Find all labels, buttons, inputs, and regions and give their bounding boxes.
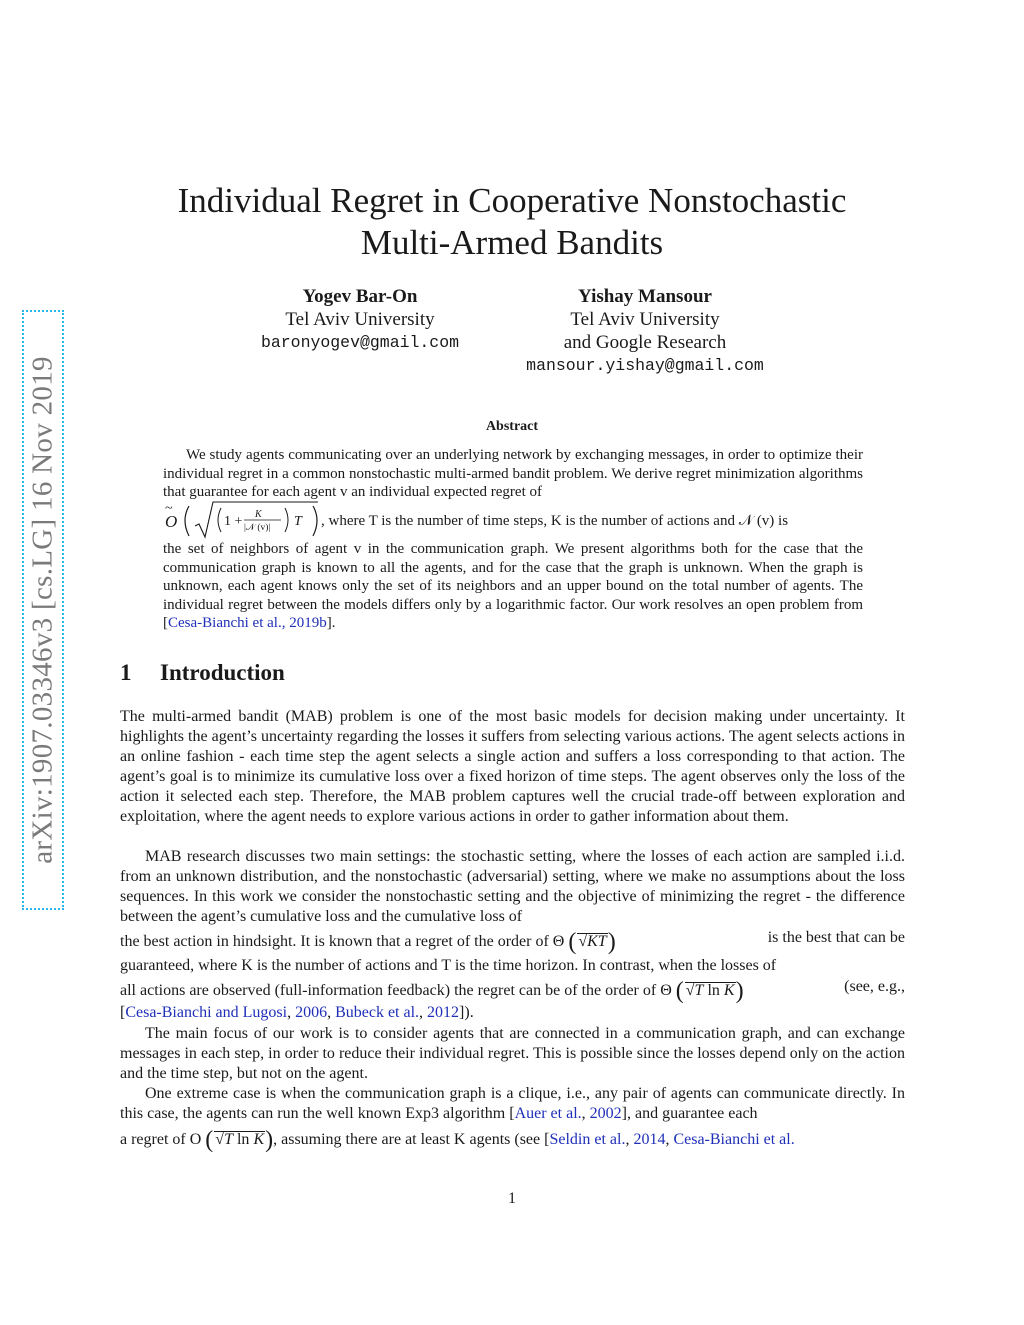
intro-paragraph-1: The multi-armed bandit (MAB) problem is one of the most basic models for decision making under uncertainty. It highlights the agent’s uncertainty regarding the losses it suffers from selecting various actions. The agent selects actions in an online fashion - each time step the agent selects a single action and suffers a loss corresponding to that action. The agent’s goal is to minimize its cumulative loss over a fixed horizon of time steps. The agent observes only the loss of the action it selected each step. Therefore, the MAB problem captures well the crucial trade-off between exploration and exploitation, where the agent needs to explore various actions in order to gather information about them. xyxy=(120,708,905,825)
author-email[interactable]: baronyogev@gmail.com xyxy=(260,333,460,352)
intro-paragraph-2: MAB research discusses two main settings: the stochastic setting, where the losses of each action are sampled i.i.d. from an unknown distribution, and the nonstochastic (adversarial) setting, where we make no assumptions about the loss sequences. In this work we consider the nonstochastic setting and the objective of minimizing the regret - the difference between the agent’s cumulative loss and the cumulative loss of xyxy=(120,848,905,925)
author-block-1 xyxy=(230,285,490,354)
intro-text: is the best that can be xyxy=(767,929,905,946)
intro-paragraph-4: One extreme case is when the communication graph is a clique, i.e., any pair of agents can communicate directly. In this case, the agents can run the well known Exp3 algorithm [Auer et al., 2002], and guarantee each xyxy=(120,1085,905,1122)
paren-close: ) xyxy=(735,978,744,1004)
intro-line-theta-kt xyxy=(120,929,905,956)
intro-line-regret-o: a regret of O ( √T ln K), assuming there are at least K agents (see [Seldin et al., 2014, Cesa-Bianchi et al. xyxy=(120,1127,795,1153)
section-title: Introduction xyxy=(160,660,285,685)
citation-link[interactable]: 2002 xyxy=(589,1104,622,1122)
paren-close: ) xyxy=(265,1127,274,1153)
svg-text:|𝒩 (v)|: |𝒩 (v)| xyxy=(244,523,271,533)
citation-link[interactable]: Seldin et al. xyxy=(549,1131,626,1148)
abstract-paragraph-2 xyxy=(163,540,863,633)
paren-open: ( xyxy=(568,929,577,955)
author-email[interactable]: mansour.yishay@gmail.com xyxy=(526,356,764,375)
paren-open: ( xyxy=(675,978,684,1004)
abstract-heading: Abstract xyxy=(485,419,539,434)
svg-text:T: T xyxy=(294,514,302,529)
author-affiliation: Tel Aviv University xyxy=(570,309,720,330)
title-line-1: Individual Regret in Cooperative Nonstochastic xyxy=(177,181,847,220)
svg-text:1 +: 1 + xyxy=(224,514,243,529)
abstract-text: the set of neighbors of agent v in the communication graph. We present algorithms both for the case that the communication graph is known to all the agents, and for the case that the graph is unknown. When the graph is unknown, each agent knows only the set of its neighbors and an upper bound on the total number of agents. The individual regret between the models differs only by a logarithmic factor. Our work resolves an open problem from [ xyxy=(163,541,863,632)
section-heading xyxy=(120,660,285,686)
author-affiliation-2: and Google Research xyxy=(563,332,727,353)
abstract-formula-line xyxy=(163,500,863,540)
abstract-formula-tail: , where T is the number of time steps, K is the number of actions and 𝒩 (v) is xyxy=(321,513,789,529)
citation-link[interactable]: Cesa-Bianchi et al. xyxy=(673,1131,795,1148)
intro-citations-line: [Cesa-Bianchi and Lugosi, 2006, Bubeck et al., 2012]). xyxy=(120,1004,474,1021)
paren-close: ) xyxy=(607,929,616,955)
author-block-2 xyxy=(500,285,790,377)
arxiv-stamp xyxy=(22,310,64,910)
sqrt-t-ln-k: √T ln K xyxy=(685,982,735,999)
intro-text: (see, e.g., xyxy=(844,978,905,995)
paren-open: ( xyxy=(205,1127,214,1153)
svg-text:K: K xyxy=(255,509,262,520)
abstract-citation-link[interactable]: Cesa-Bianchi et al., 2019b xyxy=(168,615,327,632)
intro-paragraph-3: The main focus of our work is to consider agents that are connected in a communication graph, and can exchange messages in each step, in order to reduce their individual regret. This is possible since the losses depend only on the action and the time step, but not on the agent. xyxy=(120,1025,905,1082)
section-number: 1 xyxy=(120,660,132,685)
sqrt-kt: √KT xyxy=(578,933,607,950)
page-number: 1 xyxy=(508,1190,516,1207)
author-name: Yishay Mansour xyxy=(578,286,712,307)
citation-link[interactable]: 2014 xyxy=(633,1131,666,1148)
intro-text: all actions are observed (full-information feedback) the regret can be of the order of Θ xyxy=(120,982,672,999)
citation-link[interactable]: 2012 xyxy=(427,1004,460,1021)
svg-text:~: ~ xyxy=(165,501,173,516)
regret-formula xyxy=(163,500,333,540)
citation-link[interactable]: Auer et al. xyxy=(514,1104,582,1122)
intro-text: the best action in hindsight. It is known that a regret of the order of Θ xyxy=(120,933,565,950)
intro-text: ], and guarantee each xyxy=(621,1104,758,1122)
arxiv-identifier: arXiv:1907.03346v3 [cs.LG] 16 Nov 2019 xyxy=(26,356,59,864)
citation-link[interactable]: Bubeck et al. xyxy=(335,1004,420,1021)
intro-text: a regret of O xyxy=(120,1131,202,1148)
title-line-2: Multi-Armed Bandits xyxy=(360,223,664,262)
intro-line-theta-tlnk xyxy=(120,978,905,1005)
intro-text: , assuming there are at least K agents (see [ xyxy=(273,1131,550,1148)
abstract-paragraph-1: We study agents communicating over an underlying network by exchanging messages, in order to optimize their individual regret in a common nonstochastic multi-armed bandit problem. We derive regret minimization algorithms that guarantee for each agent v an individual expected regret of xyxy=(163,447,863,501)
abstract-end: ]. xyxy=(326,615,336,632)
author-name: Yogev Bar-On xyxy=(302,286,418,307)
sqrt-t-ln-k: √T ln K xyxy=(215,1131,265,1148)
svg-text:O: O xyxy=(165,512,178,531)
author-affiliation: Tel Aviv University xyxy=(285,309,435,330)
intro-line-guaranteed: guaranteed, where K is the number of actions and T is the time horizon. In contrast, when the losses of xyxy=(120,957,777,974)
citation-link[interactable]: Cesa-Bianchi and Lugosi xyxy=(125,1004,288,1021)
paper-title xyxy=(0,180,1024,264)
citation-link[interactable]: 2006 xyxy=(295,1004,328,1021)
intro-text: One extreme case is when the communication graph is a clique, i.e., any pair of agents can communicate directly. In this case, the agents can run the well known Exp3 algorithm [ xyxy=(120,1085,905,1122)
